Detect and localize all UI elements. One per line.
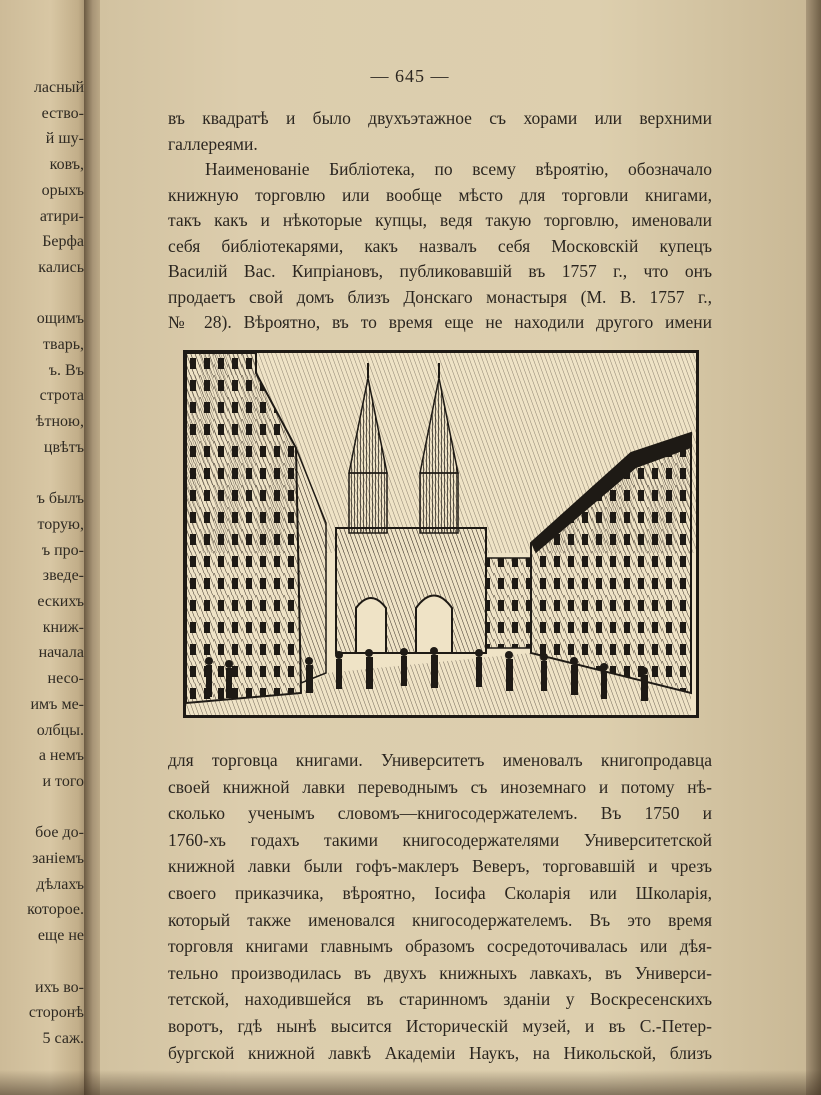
left-page-line: й шу- [45, 130, 84, 148]
text-line: который также именовался книгосодержателемъ. Въ это время [168, 909, 712, 930]
left-page-line: твaрь, [43, 336, 84, 353]
left-page-line: бое до- [35, 824, 84, 842]
left-page-line: книж- [42, 618, 84, 636]
left-page-line: атири- [39, 207, 84, 225]
left-page-line: ъ про- [41, 541, 84, 559]
page-number: — 645 — [370, 66, 450, 86]
text-line: своего приказчика, вѣроятно, Iосифа Сколарiя или Школарiя, [168, 883, 712, 903]
left-page-line: кались [38, 258, 84, 276]
left-page-line: ощимъ [36, 310, 84, 328]
text-line: тетской, находившейся въ старинномъ зданiи у Воскресенскихъ [168, 989, 712, 1010]
text-line: торговля книгами главнымъ образомъ сосредоточивалась или дѣя- [168, 936, 712, 957]
left-page-line: занiемъ [32, 850, 84, 867]
left-page-line: олбцы. [36, 721, 84, 739]
text-line: своей книжной лавки переводнымъ съ иноземнаго и потому нѣ- [168, 776, 712, 797]
page-shadow [0, 1070, 821, 1095]
text-line: № 28). Вѣроятно, въ то время еще не находили другого имени [168, 312, 712, 332]
left-page-line: еще не [37, 927, 84, 945]
text-line: бургской книжной лавкѣ Академiи Наукъ, на Никольской, близъ [168, 1042, 712, 1063]
text-line: въ квадратѣ и было двухъэтажное съ хорами или верхними [168, 108, 712, 128]
text-line: сколько ученымъ словомъ—книгосодержателемъ. Въ 1750 и [168, 803, 712, 824]
text-line: 1760-хъ годахъ такими книгосодержателями Университетской [168, 829, 712, 850]
text-line: Наименованiе Библiотека, по всему вѣроятiю, обозначало [205, 159, 712, 179]
left-page [0, 0, 92, 1095]
left-page-line: зведе- [42, 567, 84, 585]
text-line: такъ какъ и нѣкоторые купцы, ведя такую торговлю, именовали [168, 210, 712, 230]
left-page-line: дѣлахъ [36, 875, 84, 893]
left-page-line: ѣтною, [35, 413, 84, 431]
text-line: воротъ, гдѣ нынѣ высится Историческiй музей, и въ С.-Петер- [168, 1016, 712, 1036]
left-page-line: ковъ, [49, 156, 84, 174]
left-page-line: ъ. Въ [48, 361, 84, 379]
text-line: Василiй Вас. Кипрiановъ, публиковавшiй въ 1757 г., что онъ [168, 261, 712, 281]
left-page-line: имъ ме- [30, 695, 84, 713]
left-page-line: орыхъ [41, 181, 84, 199]
left-page-line: торую, [37, 515, 84, 533]
left-page-line: сторонѣ [28, 1004, 84, 1022]
engraving-illustration [183, 350, 699, 718]
left-page-line: несо- [47, 670, 84, 688]
text-line: книжную торговлю или вообще мѣсто для торговли книгами, [168, 184, 712, 205]
left-page-line: ласный [33, 79, 84, 96]
left-page-line: строта [39, 387, 84, 405]
left-page-line: ество- [41, 104, 84, 122]
left-page-line: 5 саж. [42, 1029, 84, 1047]
text-line: продаетъ свой домъ близъ Донскаго монастыря (М. В. 1757 г., [168, 286, 712, 307]
page-edge [806, 0, 821, 1095]
left-page-line: которое. [27, 901, 84, 919]
left-page-line: ъ былъ [36, 490, 84, 508]
text-line: галлереями. [168, 133, 258, 154]
left-page-line: ихъ во- [35, 978, 84, 996]
left-page-line: а немъ [38, 747, 84, 765]
text-line: себя библiотекарями, какъ назвалъ себя Московскiй купецъ [168, 235, 712, 256]
text-line: для торговца книгами. Университетъ именовалъ книгопродавца [168, 750, 712, 770]
text-line: тельно производилась въ двухъ книжныхъ лавкахъ, въ Универси- [168, 962, 712, 983]
left-page-line: ескихъ [37, 593, 84, 610]
left-page-line: и того [42, 772, 84, 790]
left-page-line: начала [38, 644, 84, 662]
text-line: книжной лавки были гофъ-маклеръ Веверъ, торговавшiй и чрезъ [168, 856, 712, 877]
left-page-line: Берфа [42, 233, 84, 251]
left-page-line: цвѣтъ [43, 438, 84, 456]
